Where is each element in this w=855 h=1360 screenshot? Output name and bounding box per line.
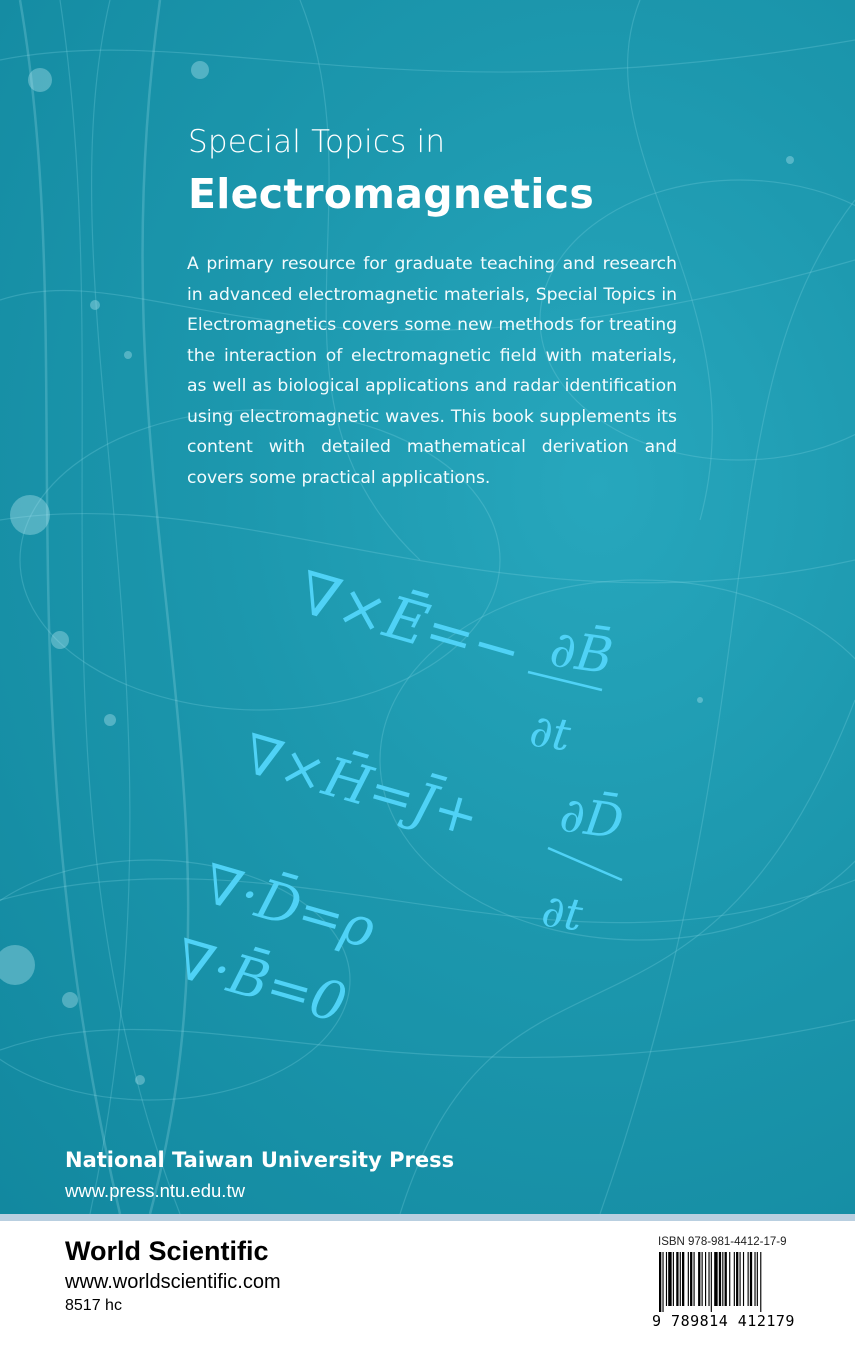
gauss-electric-equation: ∇·D̄=ρ xyxy=(196,851,383,961)
bottom-imprint-panel xyxy=(0,1221,855,1360)
isbn-barcode-block xyxy=(650,1234,808,1344)
ampere-equation-numerator: ∂D̄ xyxy=(556,786,627,851)
ampere-equation-denominator: ∂t xyxy=(538,885,586,942)
title-subtitle-line: Special Topics in xyxy=(188,124,446,160)
ampere-equation-lhs: ∇×H̄=J̄+ xyxy=(236,721,487,850)
co-publisher-name: World Scientific xyxy=(65,1236,269,1266)
edition-code: 8517 hc xyxy=(65,1297,122,1314)
gauss-magnetic-equation: ∇·B̄=0 xyxy=(168,926,354,1036)
book-title: Electromagnetics xyxy=(188,170,595,218)
book-description: A primary resource for graduate teaching and research in advanced electromagnetic materials, Special Topics in Electromagnetics covers some new methods for treating the interaction of electromagnetic field with materials, as well as biological applications and radar identification using electromagnetic waves. This book supplements its content with detailed mathematical derivation and covers some practical applications. xyxy=(187,254,677,488)
faraday-equation-lhs: ∇×Ē=− xyxy=(291,558,530,687)
publisher-name: National Taiwan University Press xyxy=(65,1148,455,1172)
publisher-url: www.press.ntu.edu.tw xyxy=(65,1180,245,1201)
isbn-label: ISBN 978-981-4412-17-9 xyxy=(658,1236,787,1248)
co-publisher-url: www.worldscientific.com xyxy=(65,1271,281,1293)
ampere-fraction-bar xyxy=(548,848,622,880)
faraday-equation-denominator: ∂t xyxy=(526,705,574,762)
barcode-image xyxy=(658,1252,800,1312)
faraday-equation-numerator: ∂B̄ xyxy=(546,619,617,686)
divider-strip xyxy=(0,1214,855,1221)
isbn-digits: 9 789814 412179 xyxy=(652,1312,795,1330)
